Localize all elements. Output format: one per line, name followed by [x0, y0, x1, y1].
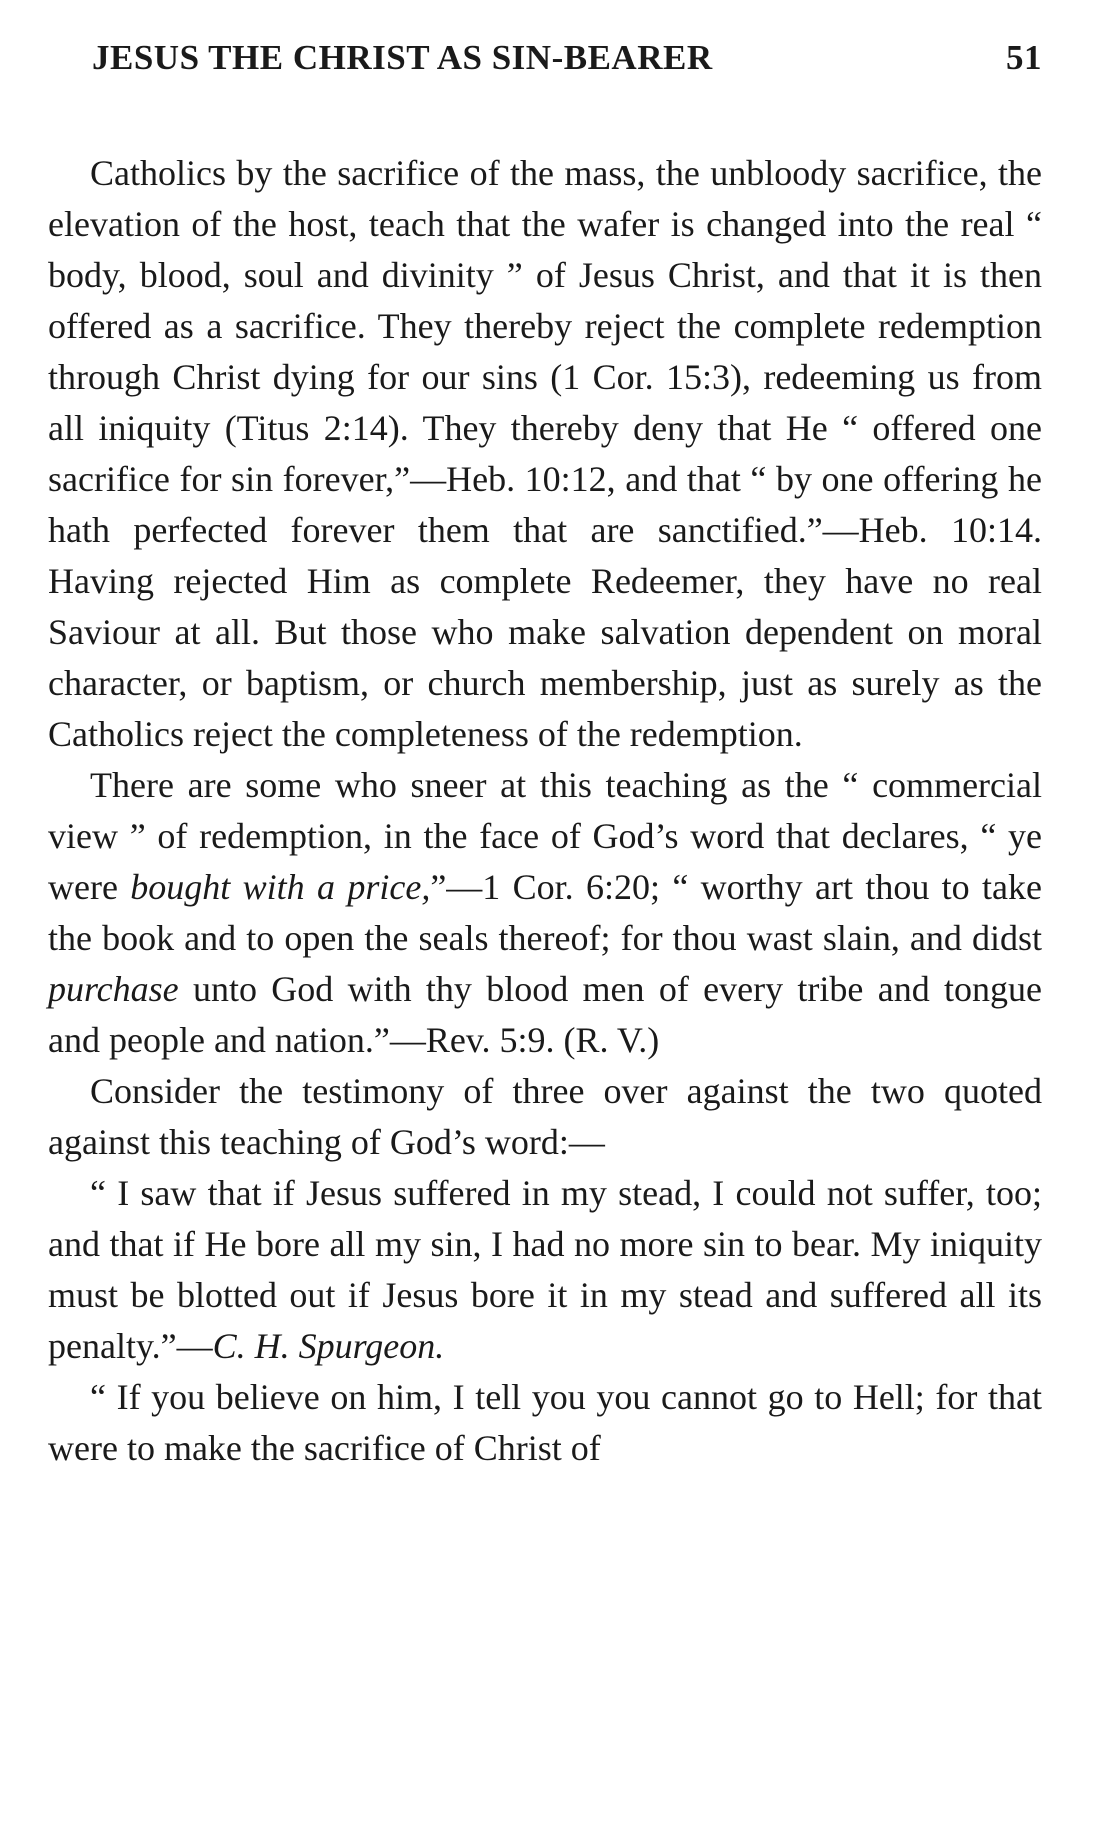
- page-number: 51: [1006, 38, 1042, 77]
- paragraph: [48, 760, 1042, 1066]
- text-run: unto God with thy blood men of every tribe and tongue and people and nation.”—Rev. 5:9. (R. V.): [48, 969, 1042, 1060]
- paragraph: [48, 1372, 1042, 1474]
- text-run: Catholics by the sacrifice of the mass, the unbloody sacrifice, the elevation of the host, teach that the wafer is changed into the real “ body, blood, soul and divinity ” of Jesus Christ, and that it is then offered as a sacrifice. They thereby reject the complete redemption through Christ dying for our sins (1 Cor. 15:3), redeeming us from all iniquity (Titus 2:14). They thereby deny that He “ offered one sacrifice for sin forever,”—Heb. 10:12, and that “ by one offering he hath perfected forever them that are sanctified.”—Heb. 10:14. Having rejected Him as complete Redeemer, they have no real Saviour at all. But those who make salvation dependent on moral character, or baptism, or church membership, just as surely as the Catholics reject the completeness of the redemption.: [48, 153, 1042, 754]
- text-run: There are some who sneer at this teaching as the “ commercial view ” of redemption, in the face of God’s word that declares, “ ye were: [48, 765, 1042, 907]
- body-text: [48, 148, 1042, 1474]
- italic-text: C. H. Spurgeon.: [212, 1326, 445, 1366]
- italic-text: bought with a price,: [130, 867, 431, 907]
- running-head: [92, 38, 1042, 96]
- text-run: “ I saw that if Jesus suffered in my stead, I could not suffer, too; and that if He bore all my sin, I had no more sin to bear. My iniquity must be blotted out if Jesus bore it in my stead and suffered all its penalty.”—: [48, 1173, 1042, 1366]
- text-run: “ If you believe on him, I tell you you cannot go to Hell; for that were to make the sacrifice of Christ of: [48, 1377, 1042, 1468]
- text-run: Consider the testimony of three over against the two quoted against this teaching of God’s word:—: [48, 1071, 1042, 1162]
- paragraph: [48, 1066, 1042, 1168]
- paragraph: [48, 1168, 1042, 1372]
- chapter-title: JESUS THE CHRIST AS SIN-BEARER: [92, 38, 713, 77]
- text-run: ”—1 Cor. 6:20; “ worthy art thou to take the book and to open the seals thereof; for thou wast slain, and didst: [48, 867, 1042, 958]
- italic-text: purchase: [48, 969, 179, 1009]
- paragraph: [48, 148, 1042, 760]
